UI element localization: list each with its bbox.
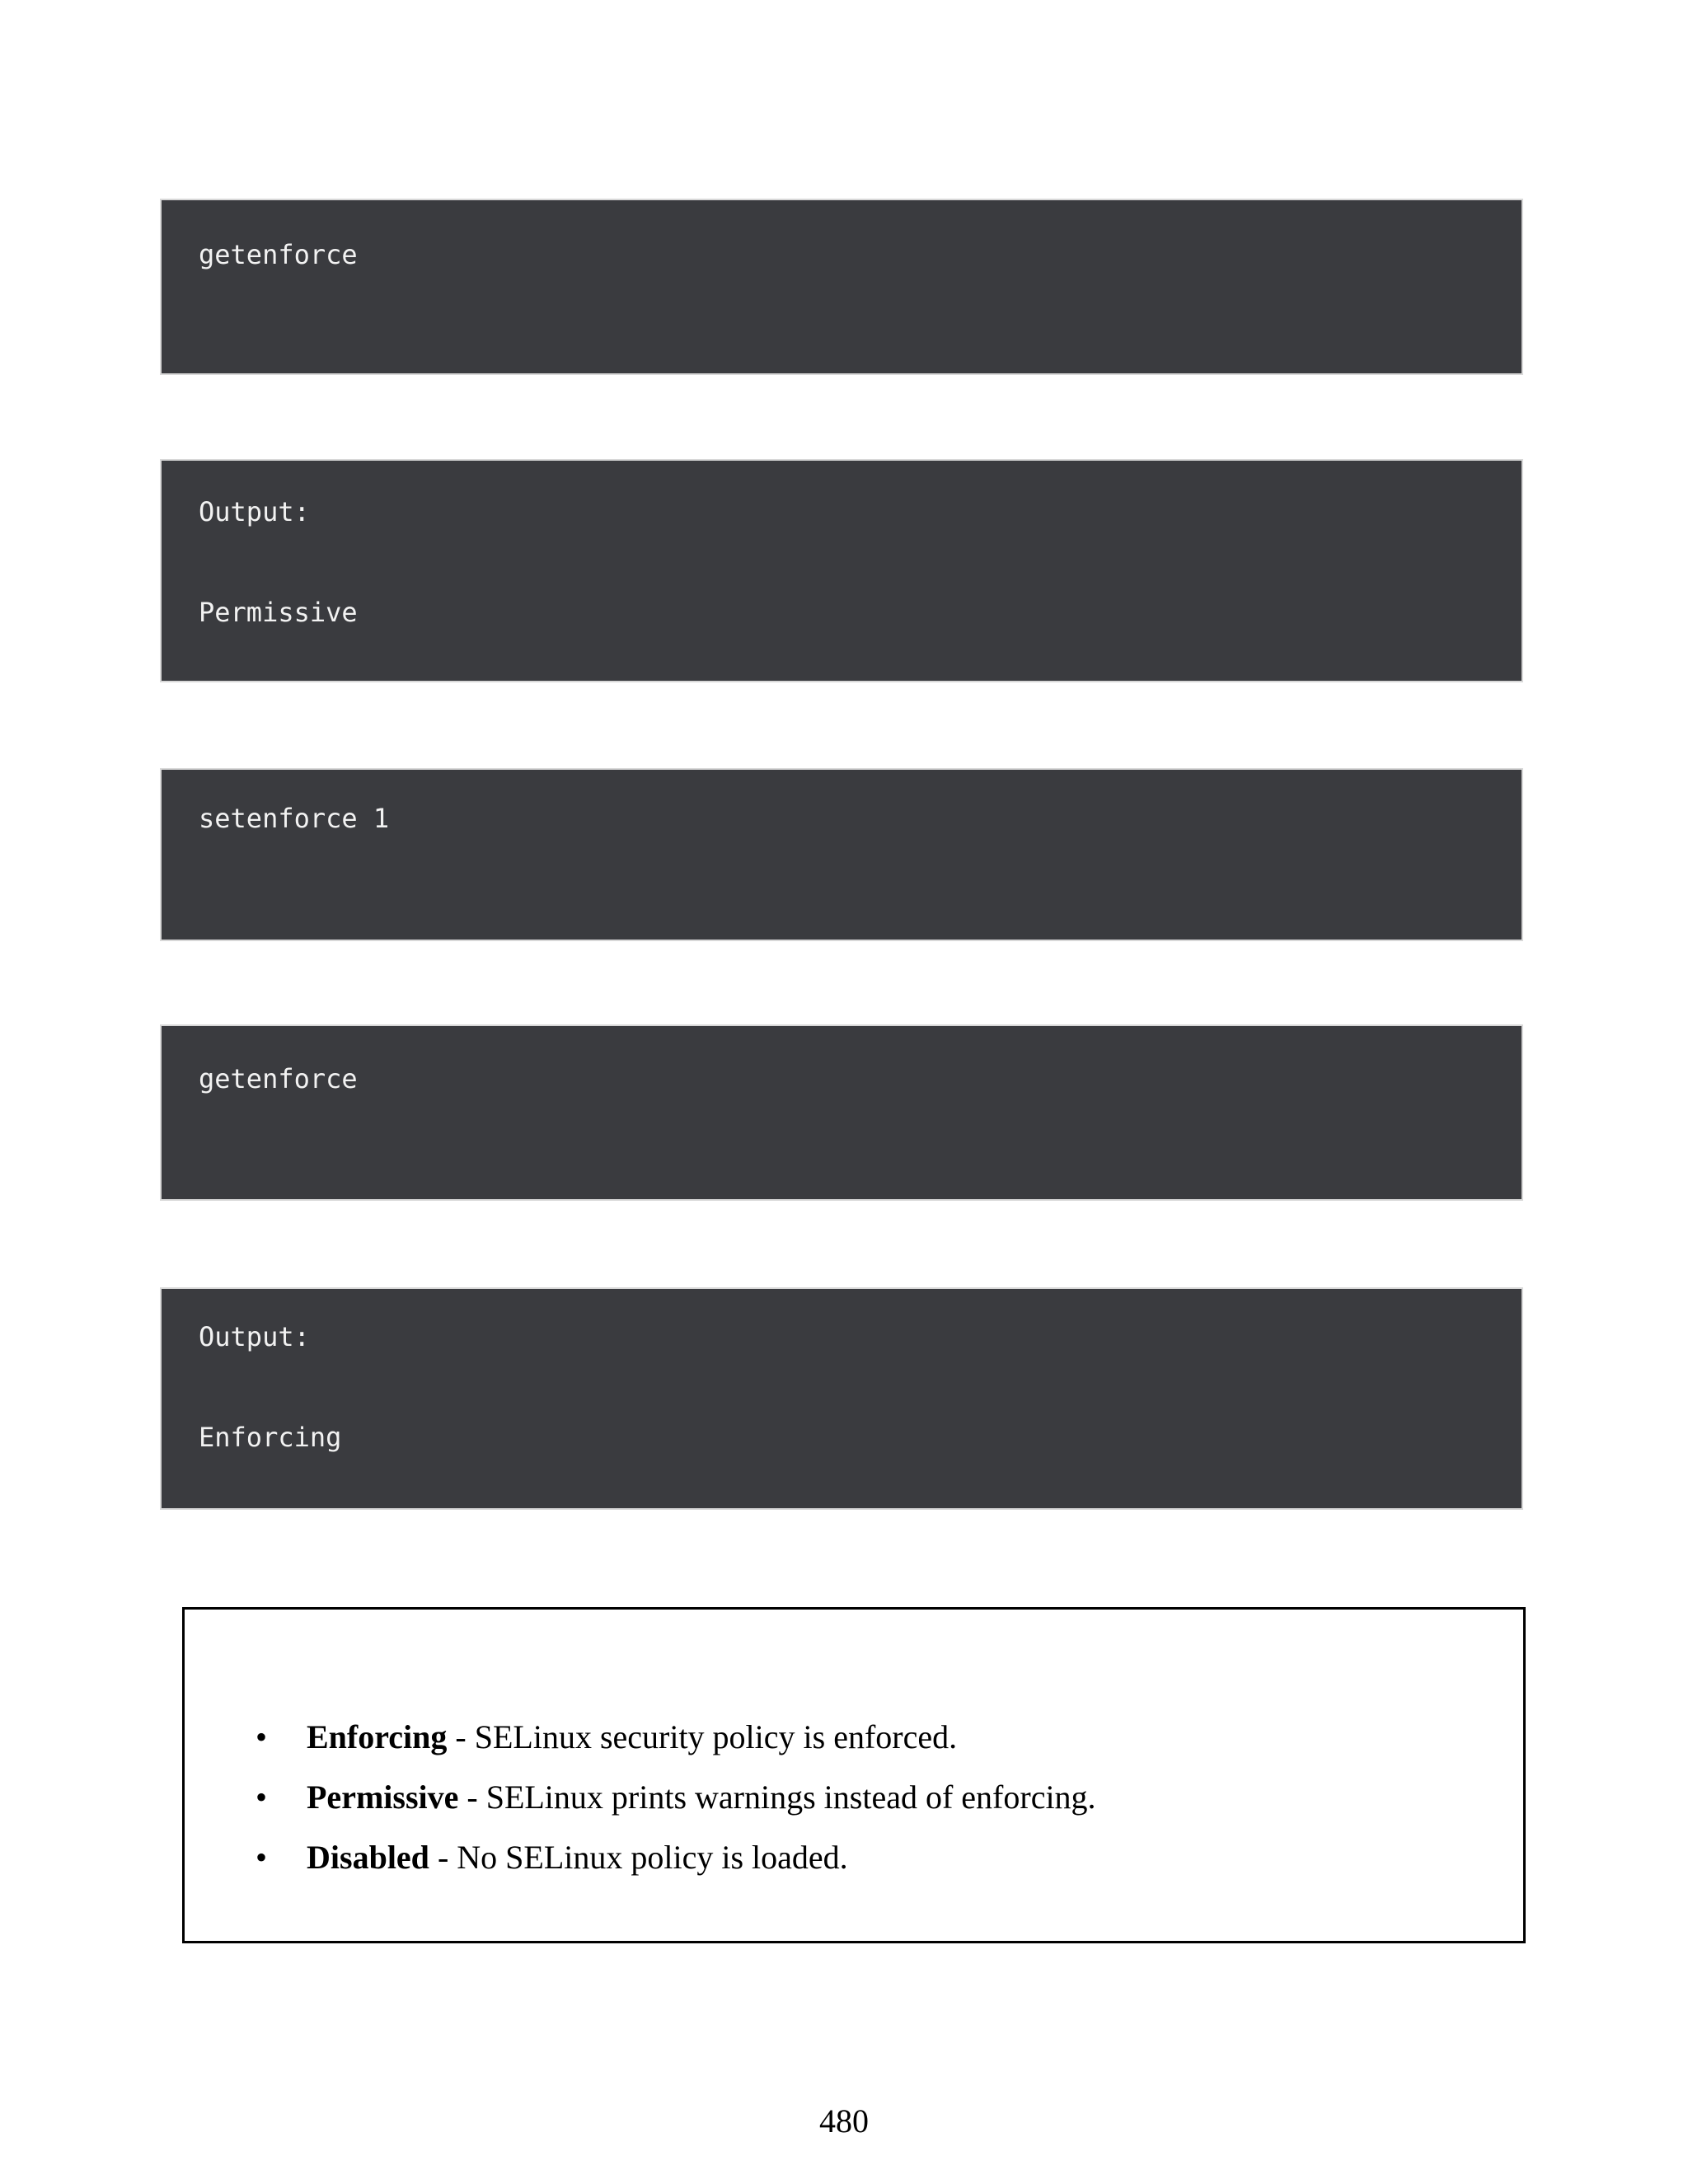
- list-item-text: [307, 1827, 848, 1887]
- selinux-modes-list: [185, 1707, 1523, 1887]
- code-block-getenforce-2: [160, 1024, 1523, 1201]
- list-item-text: [307, 1767, 1096, 1827]
- code-block-getenforce: [160, 199, 1523, 375]
- code-block-setenforce: [160, 768, 1523, 941]
- mode-term: Disabled: [307, 1839, 429, 1876]
- list-item-permissive: [185, 1767, 1523, 1827]
- selinux-modes-note-box: [182, 1607, 1526, 1943]
- bullet-icon: •: [256, 1718, 268, 1755]
- mode-description: - No SELinux policy is loaded.: [429, 1839, 848, 1876]
- page-number: 480: [819, 2102, 869, 2139]
- code-line: getenforce: [199, 1063, 358, 1094]
- code-line: Output:: [199, 1321, 310, 1352]
- code-line: Enforcing: [199, 1422, 342, 1453]
- bullet-icon: •: [256, 1839, 268, 1876]
- code-line: setenforce 1: [199, 803, 390, 834]
- code-block-output-enforcing: [160, 1287, 1523, 1510]
- mode-description: - SELinux prints warnings instead of enforcing.: [458, 1779, 1096, 1816]
- list-item-disabled: [185, 1827, 1523, 1887]
- code-line: getenforce: [199, 239, 358, 270]
- code-block-output-permissive: [160, 459, 1523, 682]
- code-line: Permissive: [199, 597, 358, 628]
- list-item-enforcing: [185, 1707, 1523, 1767]
- mode-description: - SELinux security policy is enforced.: [447, 1718, 958, 1755]
- bullet-icon: •: [256, 1779, 268, 1816]
- list-item-text: [307, 1707, 957, 1767]
- code-line: Output:: [199, 496, 310, 527]
- mode-term: Enforcing: [307, 1718, 448, 1755]
- mode-term: Permissive: [307, 1779, 459, 1816]
